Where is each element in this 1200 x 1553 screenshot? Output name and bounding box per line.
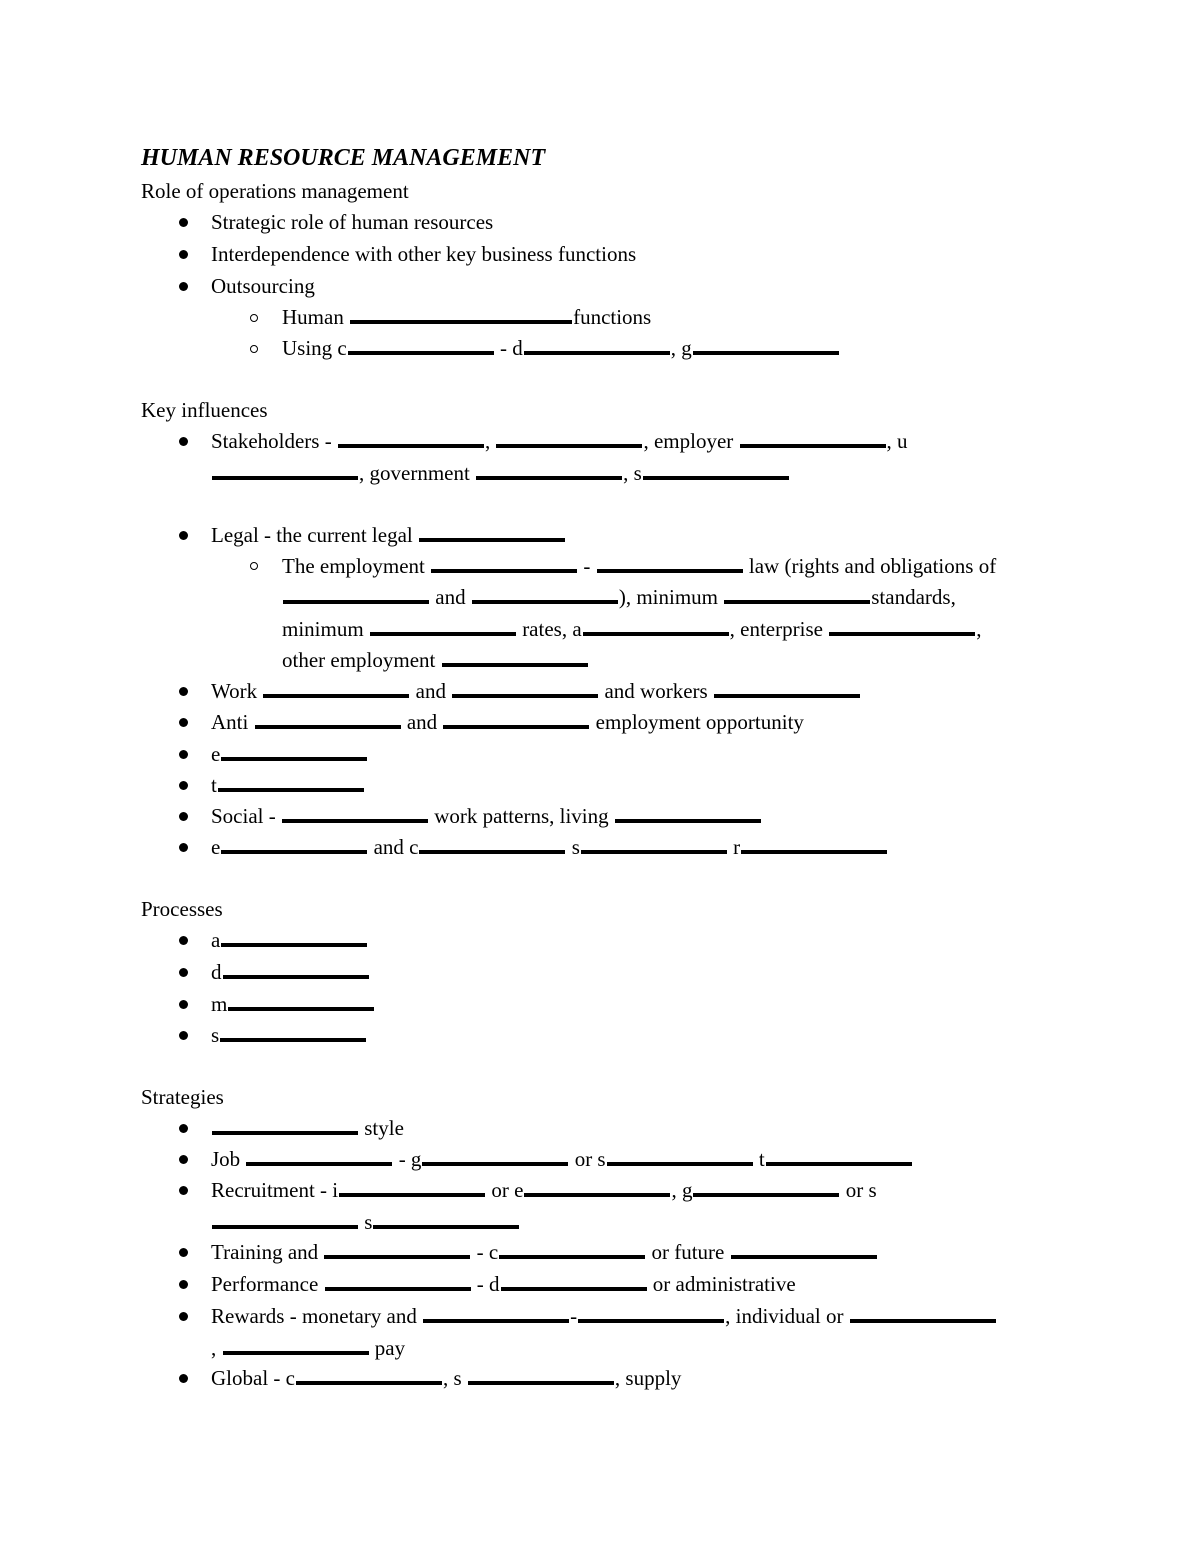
section-heading-processes: Processes	[141, 897, 223, 921]
blank-line[interactable]	[223, 975, 369, 979]
list-item: e	[211, 741, 368, 767]
blank-line[interactable]	[221, 757, 367, 761]
bullet-icon	[179, 843, 188, 852]
blank-line[interactable]	[246, 1162, 392, 1166]
blank-line[interactable]	[296, 1381, 442, 1385]
sub-bullet-icon	[250, 314, 258, 322]
blank-line[interactable]	[472, 600, 618, 604]
blank-line[interactable]	[212, 476, 358, 480]
list-item: Training and - c or future	[211, 1239, 878, 1265]
blank-line[interactable]	[850, 1319, 996, 1323]
blank-line[interactable]	[324, 1255, 470, 1259]
bullet-icon	[179, 1031, 188, 1040]
blank-line[interactable]	[766, 1162, 912, 1166]
blank-line[interactable]	[325, 1287, 471, 1291]
list-item: a	[211, 927, 368, 953]
section-heading-influences: Key influences	[141, 398, 268, 422]
list-item: Social - work patterns, living	[211, 803, 762, 829]
blank-line[interactable]	[223, 1351, 369, 1355]
blank-line[interactable]	[419, 850, 565, 854]
blank-line[interactable]	[339, 1193, 485, 1197]
list-item: Work and and workers	[211, 678, 861, 704]
blank-line[interactable]	[443, 725, 589, 729]
list-item: Using c - d , g	[282, 335, 840, 361]
blank-line[interactable]	[578, 1319, 724, 1323]
blank-line[interactable]	[607, 1162, 753, 1166]
blank-line[interactable]	[468, 1381, 614, 1385]
section-heading-strategies: Strategies	[141, 1085, 224, 1109]
blank-line[interactable]	[263, 694, 409, 698]
bullet-icon	[179, 781, 188, 790]
bullet-icon	[179, 1000, 188, 1009]
bullet-icon	[179, 1124, 188, 1133]
blank-line[interactable]	[221, 850, 367, 854]
list-item: e and c s r	[211, 834, 888, 860]
blank-line[interactable]	[724, 600, 870, 604]
bullet-icon	[179, 687, 188, 696]
bullet-icon	[179, 531, 188, 540]
blank-line[interactable]	[228, 1007, 374, 1011]
bullet-icon	[179, 1186, 188, 1195]
blank-line[interactable]	[423, 1319, 569, 1323]
list-item-continuation: other employment	[282, 647, 589, 673]
blank-line[interactable]	[212, 1131, 358, 1135]
blank-line[interactable]	[283, 600, 429, 604]
list-item: style	[211, 1115, 404, 1141]
blank-line[interactable]	[350, 320, 572, 324]
bullet-icon	[179, 718, 188, 727]
list-item: Outsourcing	[211, 274, 315, 298]
bullet-icon	[179, 1155, 188, 1164]
blank-line[interactable]	[693, 351, 839, 355]
bullet-icon	[179, 1374, 188, 1383]
list-item: Recruitment - i or e , g or s	[211, 1178, 877, 1202]
blank-line[interactable]	[597, 569, 743, 573]
list-item: Stakeholders - , , employer , u	[211, 429, 908, 453]
list-item: d	[211, 959, 370, 985]
list-item: Performance - d or administrative	[211, 1272, 796, 1296]
blank-line[interactable]	[282, 819, 428, 823]
sub-bullet-icon	[250, 345, 258, 353]
blank-line[interactable]	[370, 632, 516, 636]
bullet-icon	[179, 437, 188, 446]
blank-line[interactable]	[741, 850, 887, 854]
blank-line[interactable]	[476, 476, 622, 480]
blank-line[interactable]	[714, 694, 860, 698]
list-item-continuation: minimum rates, a , enterprise ,	[282, 617, 982, 641]
sub-bullet-icon	[250, 562, 258, 570]
bullet-icon	[179, 812, 188, 821]
blank-line[interactable]	[422, 1162, 568, 1166]
list-item: Job - g or s t	[211, 1146, 913, 1172]
bullet-icon	[179, 936, 188, 945]
blank-line[interactable]	[338, 444, 484, 448]
blank-line[interactable]	[693, 1193, 839, 1197]
list-item: t	[211, 772, 365, 798]
blank-line[interactable]	[643, 476, 789, 480]
bullet-icon	[179, 218, 188, 227]
blank-line[interactable]	[255, 725, 401, 729]
list-item: Anti and employment opportunity	[211, 710, 804, 734]
blank-line[interactable]	[221, 943, 367, 947]
bullet-icon	[179, 1248, 188, 1257]
blank-line[interactable]	[218, 788, 364, 792]
blank-line[interactable]	[524, 1193, 670, 1197]
blank-line[interactable]	[348, 351, 494, 355]
bullet-icon	[179, 1280, 188, 1289]
blank-line[interactable]	[829, 632, 975, 636]
blank-line[interactable]	[524, 351, 670, 355]
list-item-continuation: , pay	[211, 1336, 406, 1360]
blank-line[interactable]	[740, 444, 886, 448]
blank-line[interactable]	[581, 850, 727, 854]
list-item-continuation: and ), minimum standards,	[282, 584, 956, 610]
list-item-continuation: s	[211, 1209, 520, 1235]
blank-line[interactable]	[499, 1255, 645, 1259]
blank-line[interactable]	[452, 694, 598, 698]
blank-line[interactable]	[583, 632, 729, 636]
blank-line[interactable]	[496, 444, 642, 448]
list-item: Legal - the current legal	[211, 522, 566, 548]
bullet-icon	[179, 1312, 188, 1321]
list-item: s	[211, 1022, 367, 1048]
list-item-continuation: , government , s	[211, 460, 790, 486]
list-item: The employment - law (rights and obligations of	[282, 554, 997, 578]
list-item: Global - c , s , supply	[211, 1366, 682, 1390]
list-item: Human functions	[282, 305, 652, 329]
blank-line[interactable]	[615, 819, 761, 823]
bullet-icon	[179, 282, 188, 291]
blank-line[interactable]	[431, 569, 577, 573]
blank-line[interactable]	[212, 1225, 358, 1229]
list-item: Strategic role of human resources	[211, 210, 494, 234]
bullet-icon	[179, 250, 188, 259]
bullet-icon	[179, 968, 188, 977]
list-item: Rewards - monetary and - , individual or	[211, 1303, 997, 1329]
blank-line[interactable]	[442, 663, 588, 667]
bullet-icon	[179, 750, 188, 759]
blank-line[interactable]	[419, 538, 565, 542]
blank-line[interactable]	[373, 1225, 519, 1229]
list-item: m	[211, 991, 375, 1017]
page-title: HUMAN RESOURCE MANAGEMENT	[141, 145, 546, 171]
list-item: Interdependence with other key business functions	[211, 242, 637, 266]
blank-line[interactable]	[220, 1038, 366, 1042]
blank-line[interactable]	[501, 1287, 647, 1291]
section-heading-role: Role of operations management	[141, 179, 409, 203]
blank-line[interactable]	[731, 1255, 877, 1259]
